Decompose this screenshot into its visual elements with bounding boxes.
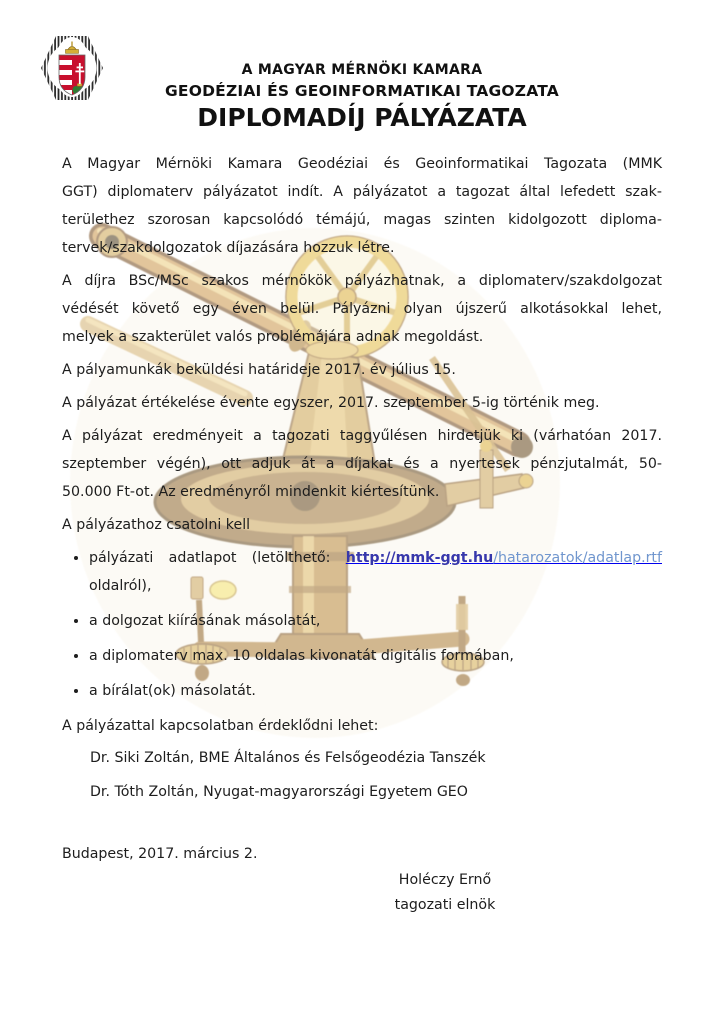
section-name: GEODÉZIAI ÉS GEOINFORMATIKAI TAGOZATA (165, 82, 559, 100)
bullet-text-continued: oldalról), (89, 578, 152, 594)
paragraph-intro: A Magyar Mérnöki Kamara Geodéziai és Geoinformatikai Tagozata (MMK GGT) diplomaterv pályázatot indít. A pályázatot a tagozat által lefedett szak- területhez szorosan kapcsolódó témájú, magas szinten kidolgozott diploma- tervek/szakdolgozatok díjazására hozzuk létre. (62, 156, 662, 256)
link-path-text[interactable]: /hatarozatok/adatlap.rtf (493, 550, 662, 566)
paragraph-attachments: A pályázathoz csatolni kell (62, 517, 251, 533)
bullet-text: pályázati adatlapot (letölthető: (89, 550, 346, 566)
contact-heading: A pályázattal kapcsolatban érdeklődni lehet: (62, 718, 379, 734)
bullet-text: a dolgozat kiírásának másolatát, (89, 613, 321, 629)
attachment-list (62, 544, 662, 705)
list-item-application-form (89, 544, 662, 600)
adatlap-download-link[interactable] (346, 550, 662, 566)
paragraph-evaluation: A pályázat értékelése évente egyszer, 2017. szeptember 5-ig történik meg. (62, 395, 600, 411)
list-item-review-copy (89, 677, 662, 705)
list-item-extract (89, 642, 662, 670)
paragraph-results: A pályázat eredményeit a tagozati taggyűlésen hirdetjük ki (várhatóan 2017. szeptember végén), ott adjuk át a díjakat és a nyertesek pénzjutalmát, 50- 50.000 Ft-ot. Az eredményről mindenkit kiértesítünk. (62, 428, 662, 500)
bullet-text: a diplomaterv max. 10 oldalas kivonatát digitális formában, (89, 648, 514, 664)
paragraph-eligibility: A díjra BSc/MSc szakos mérnökök pályázhatnak, a diplomaterv/szakdolgozat védését követő egy éven belül. Pályázni olyan újszerű alkotásokkal lehet, melyek a szakterület valós problémájára adnak megoldást. (62, 273, 662, 345)
org-name: A MAGYAR MÉRNÖKI KAMARA (241, 62, 483, 78)
paragraph-deadline: A pályamunkák beküldési határideje 2017. év július 15. (62, 362, 456, 378)
bullet-text: a bírálat(ok) másolatát. (89, 683, 256, 699)
contact-person-2: Dr. Tóth Zoltán, Nyugat-magyarországi Egyetem GEO (90, 784, 468, 800)
contact-person-1: Dr. Siki Zoltán, BME Általános és Felsőgeodézia Tanszék (90, 750, 486, 766)
signature-block (335, 868, 555, 918)
date-line: Budapest, 2017. március 2. (62, 846, 258, 862)
list-item-assignment-copy (89, 607, 662, 635)
signature-title: tagozati elnök (394, 897, 496, 913)
link-host-text[interactable]: http://mmk-ggt.hu (345, 550, 494, 566)
signature-name: Holéczy Ernő (398, 872, 492, 888)
document-body (62, 150, 662, 918)
page-title: DIPLOMADÍJ PÁLYÁZATA (197, 103, 527, 132)
document-header (0, 0, 724, 134)
